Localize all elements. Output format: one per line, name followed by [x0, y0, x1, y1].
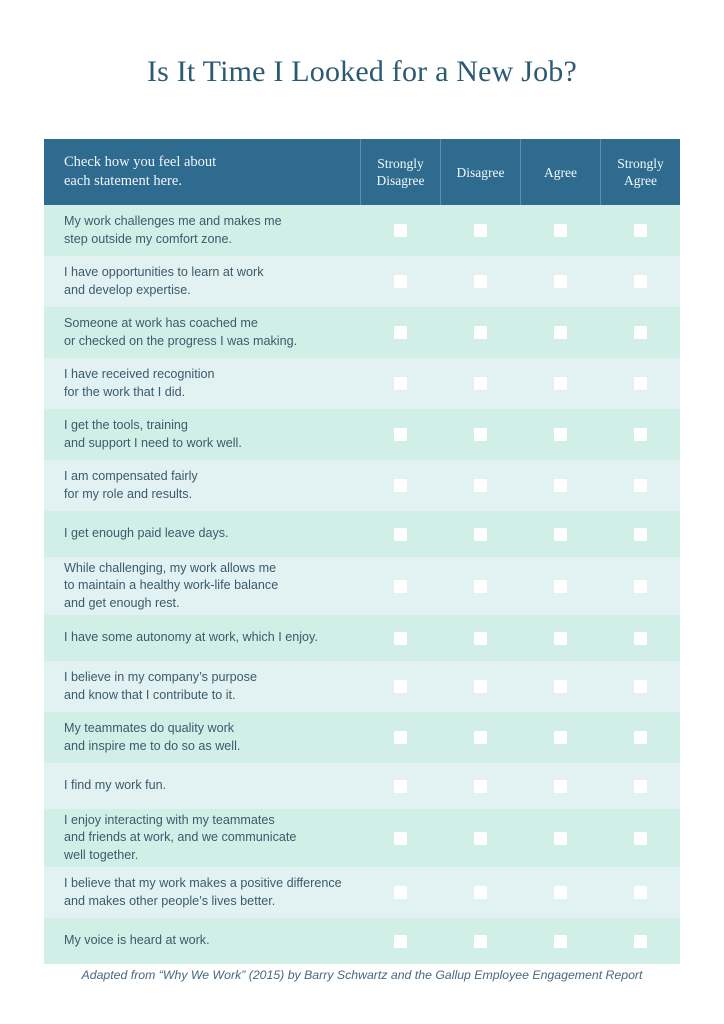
statement-text — [44, 763, 360, 809]
statement-line: My voice is heard at work. — [64, 933, 210, 948]
checkbox-icon[interactable] — [394, 832, 407, 845]
table-row — [44, 460, 680, 511]
checkbox-cell[interactable] — [360, 358, 440, 409]
checkbox-icon[interactable] — [634, 528, 647, 541]
statement-line: and support I need to work well. — [64, 435, 242, 450]
checkbox-icon[interactable] — [394, 428, 407, 441]
statement-text — [44, 918, 360, 964]
checkbox-icon[interactable] — [474, 935, 487, 948]
checkbox-icon[interactable] — [554, 224, 567, 237]
statement-line: I believe in my company’s purpose — [64, 670, 257, 684]
table-row — [44, 256, 680, 307]
checkbox-icon[interactable] — [554, 780, 567, 793]
checkbox-cell[interactable] — [360, 712, 440, 763]
statement-line: I have received recognition — [64, 367, 215, 381]
checkbox-icon[interactable] — [554, 680, 567, 693]
checkbox-icon[interactable] — [394, 886, 407, 899]
checkbox-icon[interactable] — [634, 377, 647, 390]
checkbox-icon[interactable] — [394, 528, 407, 541]
checkbox-cell[interactable] — [360, 661, 440, 712]
checkbox-cell[interactable] — [600, 460, 680, 511]
column-header-strongly-disagree — [360, 139, 440, 205]
statement-line: well together. — [64, 847, 139, 862]
checkbox-cell[interactable] — [600, 358, 680, 409]
checkbox-cell[interactable] — [520, 460, 600, 511]
statement-text — [44, 511, 360, 557]
statement-text — [44, 358, 360, 409]
checkbox-icon[interactable] — [394, 935, 407, 948]
statement-line: I am compensated fairly — [64, 469, 198, 483]
column-header-disagree — [440, 139, 520, 205]
statement-text — [44, 460, 360, 511]
statement-line: I have some autonomy at work, which I enjoy. — [64, 630, 318, 645]
checkbox-cell[interactable] — [440, 460, 520, 511]
checkbox-icon[interactable] — [394, 275, 407, 288]
checkbox-cell[interactable] — [600, 918, 680, 964]
checkbox-cell[interactable] — [520, 763, 600, 809]
statement-line: and know that I contribute to it. — [64, 687, 236, 702]
column-header-line: Disagree — [376, 173, 425, 188]
checkbox-icon[interactable] — [394, 680, 407, 693]
header-prompt — [44, 139, 360, 205]
statement-text — [44, 307, 360, 358]
table-row — [44, 809, 680, 867]
statement-text — [44, 712, 360, 763]
statement-text — [44, 615, 360, 661]
checkbox-cell[interactable] — [440, 809, 520, 867]
statement-line: for the work that I did. — [64, 384, 186, 399]
checkbox-icon[interactable] — [474, 224, 487, 237]
table-row — [44, 712, 680, 763]
statement-line: I believe that my work makes a positive difference — [64, 876, 342, 890]
checkbox-icon[interactable] — [394, 377, 407, 390]
checkbox-cell[interactable] — [520, 256, 600, 307]
table-row — [44, 511, 680, 557]
checkbox-cell[interactable] — [360, 809, 440, 867]
checkbox-cell[interactable] — [360, 256, 440, 307]
checkbox-icon[interactable] — [394, 224, 407, 237]
checkbox-cell[interactable] — [440, 358, 520, 409]
statement-line: and makes other people’s lives better. — [64, 893, 276, 908]
statement-text — [44, 256, 360, 307]
checkbox-icon[interactable] — [394, 326, 407, 339]
checkbox-cell[interactable] — [600, 615, 680, 661]
checkbox-cell[interactable] — [440, 867, 520, 918]
checkbox-cell[interactable] — [600, 712, 680, 763]
checkbox-icon[interactable] — [554, 528, 567, 541]
statement-line: I have opportunities to learn at work — [64, 265, 264, 279]
checkbox-icon[interactable] — [554, 935, 567, 948]
checkbox-cell[interactable] — [360, 511, 440, 557]
statement-line: I get the tools, training — [64, 418, 188, 432]
statement-line: and get enough rest. — [64, 595, 180, 610]
checkbox-icon[interactable] — [554, 731, 567, 744]
statement-text — [44, 409, 360, 460]
statement-line: for my role and results. — [64, 486, 193, 501]
page-title: Is It Time I Looked for a New Job? — [146, 55, 578, 88]
statement-line: Someone at work has coached me — [64, 316, 258, 330]
checkbox-cell[interactable] — [600, 661, 680, 712]
checkbox-cell[interactable] — [600, 307, 680, 358]
column-header-line: Agree — [624, 173, 657, 188]
attribution-note: Adapted from “Why We Work” (2015) by Barry Schwartz and the Gallup Employee Engagement Report — [81, 968, 643, 982]
column-header-line: Disagree — [456, 164, 505, 180]
checkbox-icon[interactable] — [394, 479, 407, 492]
checkbox-cell[interactable] — [440, 661, 520, 712]
statement-line: I enjoy interacting with my teammates — [64, 812, 275, 827]
checkbox-icon[interactable] — [554, 580, 567, 593]
checkbox-icon[interactable] — [634, 326, 647, 339]
checkbox-icon[interactable] — [474, 886, 487, 899]
checkbox-icon[interactable] — [634, 680, 647, 693]
checkbox-cell[interactable] — [440, 307, 520, 358]
checkbox-cell[interactable] — [520, 307, 600, 358]
checkbox-cell[interactable] — [440, 615, 520, 661]
checkbox-icon[interactable] — [634, 780, 647, 793]
checkbox-cell[interactable] — [600, 256, 680, 307]
checkbox-cell[interactable] — [600, 763, 680, 809]
table-row — [44, 205, 680, 256]
table-row — [44, 409, 680, 460]
checkbox-icon[interactable] — [474, 680, 487, 693]
table-row — [44, 557, 680, 615]
statement-line: step outside my comfort zone. — [64, 231, 232, 246]
checkbox-icon[interactable] — [634, 479, 647, 492]
checkbox-icon[interactable] — [554, 886, 567, 899]
header-prompt-line: each statement here. — [64, 173, 182, 189]
checkbox-icon[interactable] — [634, 428, 647, 441]
checkbox-icon[interactable] — [634, 731, 647, 744]
checkbox-cell[interactable] — [440, 205, 520, 256]
statement-line: I get enough paid leave days. — [64, 526, 229, 541]
statement-line: My work challenges me and makes me — [64, 214, 282, 228]
statement-line: While challenging, my work allows me — [64, 560, 277, 575]
checkbox-cell[interactable] — [440, 763, 520, 809]
checkbox-cell[interactable] — [600, 205, 680, 256]
checkbox-icon[interactable] — [474, 580, 487, 593]
checkbox-cell[interactable] — [440, 409, 520, 460]
checkbox-icon[interactable] — [394, 780, 407, 793]
checkbox-cell[interactable] — [440, 557, 520, 615]
statement-text — [44, 205, 360, 256]
table-body — [44, 205, 680, 964]
table-header-row — [44, 139, 680, 205]
checkbox-icon[interactable] — [474, 632, 487, 645]
survey-table — [44, 139, 680, 964]
checkbox-icon[interactable] — [554, 275, 567, 288]
table-row — [44, 307, 680, 358]
statement-line: My teammates do quality work — [64, 721, 235, 735]
checkbox-cell[interactable] — [600, 557, 680, 615]
checkbox-cell[interactable] — [440, 918, 520, 964]
statement-line: I find my work fun. — [64, 778, 167, 793]
column-header-line: Agree — [544, 164, 577, 180]
checkbox-cell[interactable] — [440, 712, 520, 763]
checkbox-cell[interactable] — [600, 867, 680, 918]
checkbox-icon[interactable] — [554, 377, 567, 390]
table-row — [44, 615, 680, 661]
table-row — [44, 358, 680, 409]
statement-line: or checked on the progress I was making. — [64, 333, 298, 348]
checkbox-cell[interactable] — [360, 867, 440, 918]
checkbox-icon[interactable] — [474, 377, 487, 390]
checkbox-icon[interactable] — [474, 528, 487, 541]
checkbox-cell[interactable] — [520, 358, 600, 409]
statement-line: and inspire me to do so as well. — [64, 738, 241, 753]
checkbox-cell[interactable] — [520, 661, 600, 712]
checkbox-icon[interactable] — [634, 275, 647, 288]
header-prompt-line: Check how you feel about — [64, 154, 217, 170]
table-row — [44, 867, 680, 918]
checkbox-icon[interactable] — [394, 632, 407, 645]
checkbox-icon[interactable] — [394, 580, 407, 593]
checkbox-icon[interactable] — [474, 780, 487, 793]
checkbox-cell[interactable] — [600, 809, 680, 867]
table-row — [44, 661, 680, 712]
checkbox-cell[interactable] — [360, 918, 440, 964]
checkbox-icon[interactable] — [634, 580, 647, 593]
checkbox-cell[interactable] — [440, 256, 520, 307]
checkbox-cell[interactable] — [520, 409, 600, 460]
checkbox-cell[interactable] — [600, 409, 680, 460]
checkbox-cell[interactable] — [520, 205, 600, 256]
checkbox-icon[interactable] — [474, 428, 487, 441]
checkbox-icon[interactable] — [554, 428, 567, 441]
checkbox-icon[interactable] — [474, 326, 487, 339]
checkbox-icon[interactable] — [394, 731, 407, 744]
checkbox-cell[interactable] — [520, 809, 600, 867]
checkbox-icon[interactable] — [474, 275, 487, 288]
checkbox-cell[interactable] — [520, 615, 600, 661]
checkbox-cell[interactable] — [360, 460, 440, 511]
checkbox-icon[interactable] — [554, 632, 567, 645]
checkbox-cell[interactable] — [520, 712, 600, 763]
statement-text — [44, 557, 360, 615]
checkbox-cell[interactable] — [360, 409, 440, 460]
column-header-line: Strongly — [617, 156, 664, 171]
checkbox-icon[interactable] — [554, 479, 567, 492]
checkbox-cell[interactable] — [360, 205, 440, 256]
checkbox-cell[interactable] — [520, 557, 600, 615]
checkbox-cell[interactable] — [520, 867, 600, 918]
checkbox-icon[interactable] — [634, 224, 647, 237]
table-row — [44, 918, 680, 964]
checkbox-cell[interactable] — [360, 615, 440, 661]
checkbox-icon[interactable] — [474, 731, 487, 744]
statement-text — [44, 661, 360, 712]
table-row — [44, 763, 680, 809]
statement-line: and friends at work, and we communicate — [64, 830, 297, 845]
checkbox-icon[interactable] — [554, 832, 567, 845]
checkbox-cell[interactable] — [360, 763, 440, 809]
checkbox-cell[interactable] — [520, 918, 600, 964]
column-header-line: Strongly — [377, 156, 424, 171]
checkbox-cell[interactable] — [440, 511, 520, 557]
checkbox-cell[interactable] — [360, 307, 440, 358]
statement-line: to maintain a healthy work-life balance — [64, 578, 279, 593]
checkbox-icon[interactable] — [474, 832, 487, 845]
checkbox-icon[interactable] — [634, 886, 647, 899]
statement-line: and develop expertise. — [64, 282, 191, 297]
checkbox-cell[interactable] — [360, 557, 440, 615]
checkbox-icon[interactable] — [634, 632, 647, 645]
statement-text — [44, 809, 360, 867]
checkbox-icon[interactable] — [634, 832, 647, 845]
column-header-strongly-agree — [600, 139, 680, 205]
checkbox-icon[interactable] — [474, 479, 487, 492]
checkbox-cell[interactable] — [520, 511, 600, 557]
checkbox-cell[interactable] — [600, 511, 680, 557]
checkbox-icon[interactable] — [554, 326, 567, 339]
statement-text — [44, 867, 360, 918]
column-header-agree — [520, 139, 600, 205]
checkbox-icon[interactable] — [634, 935, 647, 948]
